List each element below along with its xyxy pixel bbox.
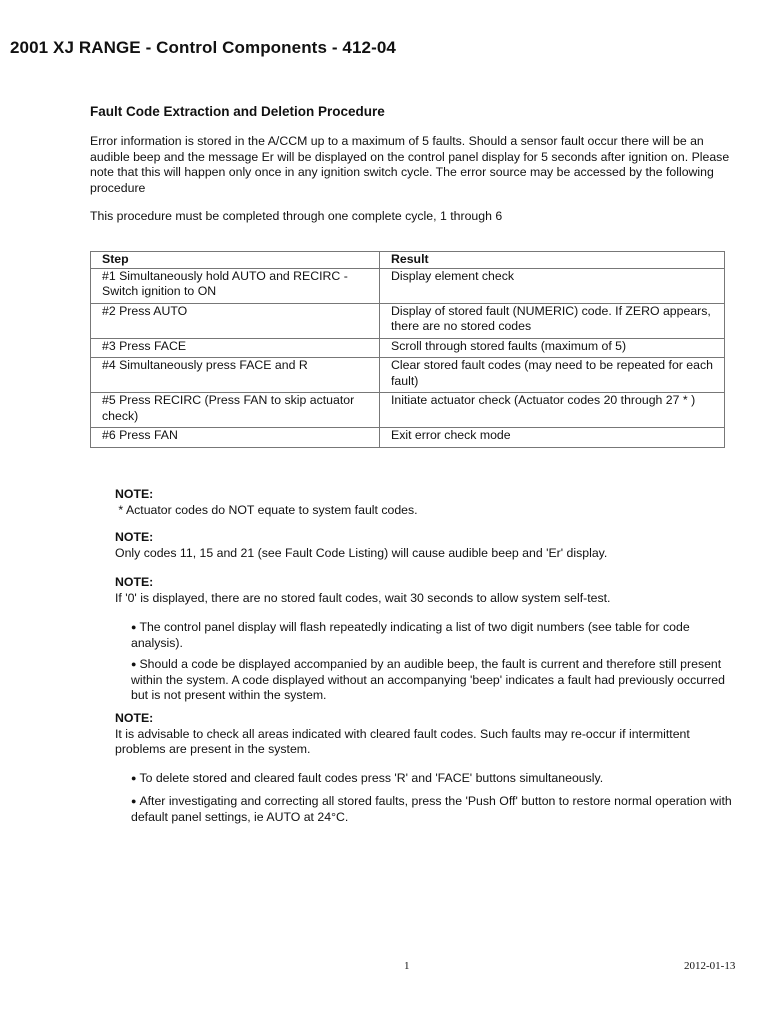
result-cell: Clear stored fault codes (may need to be repeated for each fault): [380, 358, 725, 393]
note-label: NOTE:: [115, 530, 154, 544]
step-cell: #2 Press AUTO: [91, 303, 380, 338]
result-cell: Initiate actuator check (Actuator codes 20 through 27 * ): [380, 393, 725, 428]
bullet-item: [131, 771, 741, 787]
step-cell: #4 Simultaneously press FACE and R: [91, 358, 380, 393]
bullet-item: [131, 620, 741, 651]
result-cell: Display element check: [380, 268, 725, 303]
document-title: 2001 XJ RANGE - Control Components - 412-04: [10, 38, 396, 57]
bullet-dot-icon: ●: [131, 773, 137, 783]
table-row: [91, 268, 725, 303]
note-text: * Actuator codes do NOT equate to system fault codes.: [115, 502, 418, 517]
bullet-text: To delete stored and cleared fault codes press 'R' and 'FACE' buttons simultaneously.: [139, 771, 604, 785]
note-label: NOTE:: [115, 711, 154, 725]
column-header-result: Result: [380, 252, 725, 269]
section-heading: Fault Code Extraction and Deletion Procedure: [90, 104, 385, 119]
bullet-text: After investigating and correcting all stored faults, press the 'Push Off' button to restore normal operation with default panel settings, ie AUTO at 24°C.: [131, 794, 732, 824]
step-cell: #1 Simultaneously hold AUTO and RECIRC - Switch ignition to ON: [91, 268, 380, 303]
note-label: NOTE:: [115, 487, 154, 501]
bullet-text: The control panel display will flash repeatedly indicating a list of two digit numbers (see table for code analysis).: [131, 620, 690, 650]
result-cell: Scroll through stored faults (maximum of 5): [380, 338, 725, 358]
procedure-table: [90, 251, 725, 448]
result-cell: Display of stored fault (NUMERIC) code. If ZERO appears, there are no stored codes: [380, 303, 725, 338]
bullet-dot-icon: ●: [131, 659, 137, 669]
note-zero: [115, 575, 740, 606]
table-header-row: [91, 252, 725, 269]
table-row: [91, 393, 725, 428]
footer-date: 2012-01-13: [684, 960, 736, 972]
bullet-item: [131, 794, 741, 825]
step-cell: #3 Press FACE: [91, 338, 380, 358]
bullet-dot-icon: ●: [131, 796, 137, 806]
page-number: 1: [404, 960, 410, 972]
intro-paragraph: Error information is stored in the A/CCM up to a maximum of 5 faults. Should a sensor fault occur there will be an audible beep and the message Er will be displayed on the control panel display for 5 seconds after ignition on. Please note that this will happen only once in any ignition switch cycle. The error source may be accessed by the following procedure: [90, 134, 730, 195]
note-advisable: [115, 711, 740, 758]
note-text: It is advisable to check all areas indicated with cleared fault codes. Such faults may re-occur if intermittent problems are present in the system.: [115, 726, 690, 756]
note-label: NOTE:: [115, 575, 154, 589]
table-row: [91, 338, 725, 358]
note-text: If '0' is displayed, there are no stored fault codes, wait 30 seconds to allow system self-test.: [115, 590, 611, 605]
step-cell: #6 Press FAN: [91, 428, 380, 448]
step-cell: #5 Press RECIRC (Press FAN to skip actuator check): [91, 393, 380, 428]
note-text: Only codes 11, 15 and 21 (see Fault Code Listing) will cause audible beep and 'Er' display.: [115, 545, 608, 560]
bullet-item: [131, 657, 741, 704]
column-header-step: Step: [91, 252, 380, 269]
result-cell: Exit error check mode: [380, 428, 725, 448]
table-row: [91, 428, 725, 448]
bullet-text: Should a code be displayed accompanied by an audible beep, the fault is current and therefore still present within the system. A code displayed without an accompanying 'beep' indicates a fault had previously occurred but is not present within the system.: [131, 657, 725, 702]
cycle-note: This procedure must be completed through one complete cycle, 1 through 6: [90, 209, 503, 223]
note-actuator: [115, 487, 740, 518]
bullet-dot-icon: ●: [131, 622, 137, 632]
note-codes: [115, 530, 740, 561]
table-row: [91, 303, 725, 338]
table-row: [91, 358, 725, 393]
